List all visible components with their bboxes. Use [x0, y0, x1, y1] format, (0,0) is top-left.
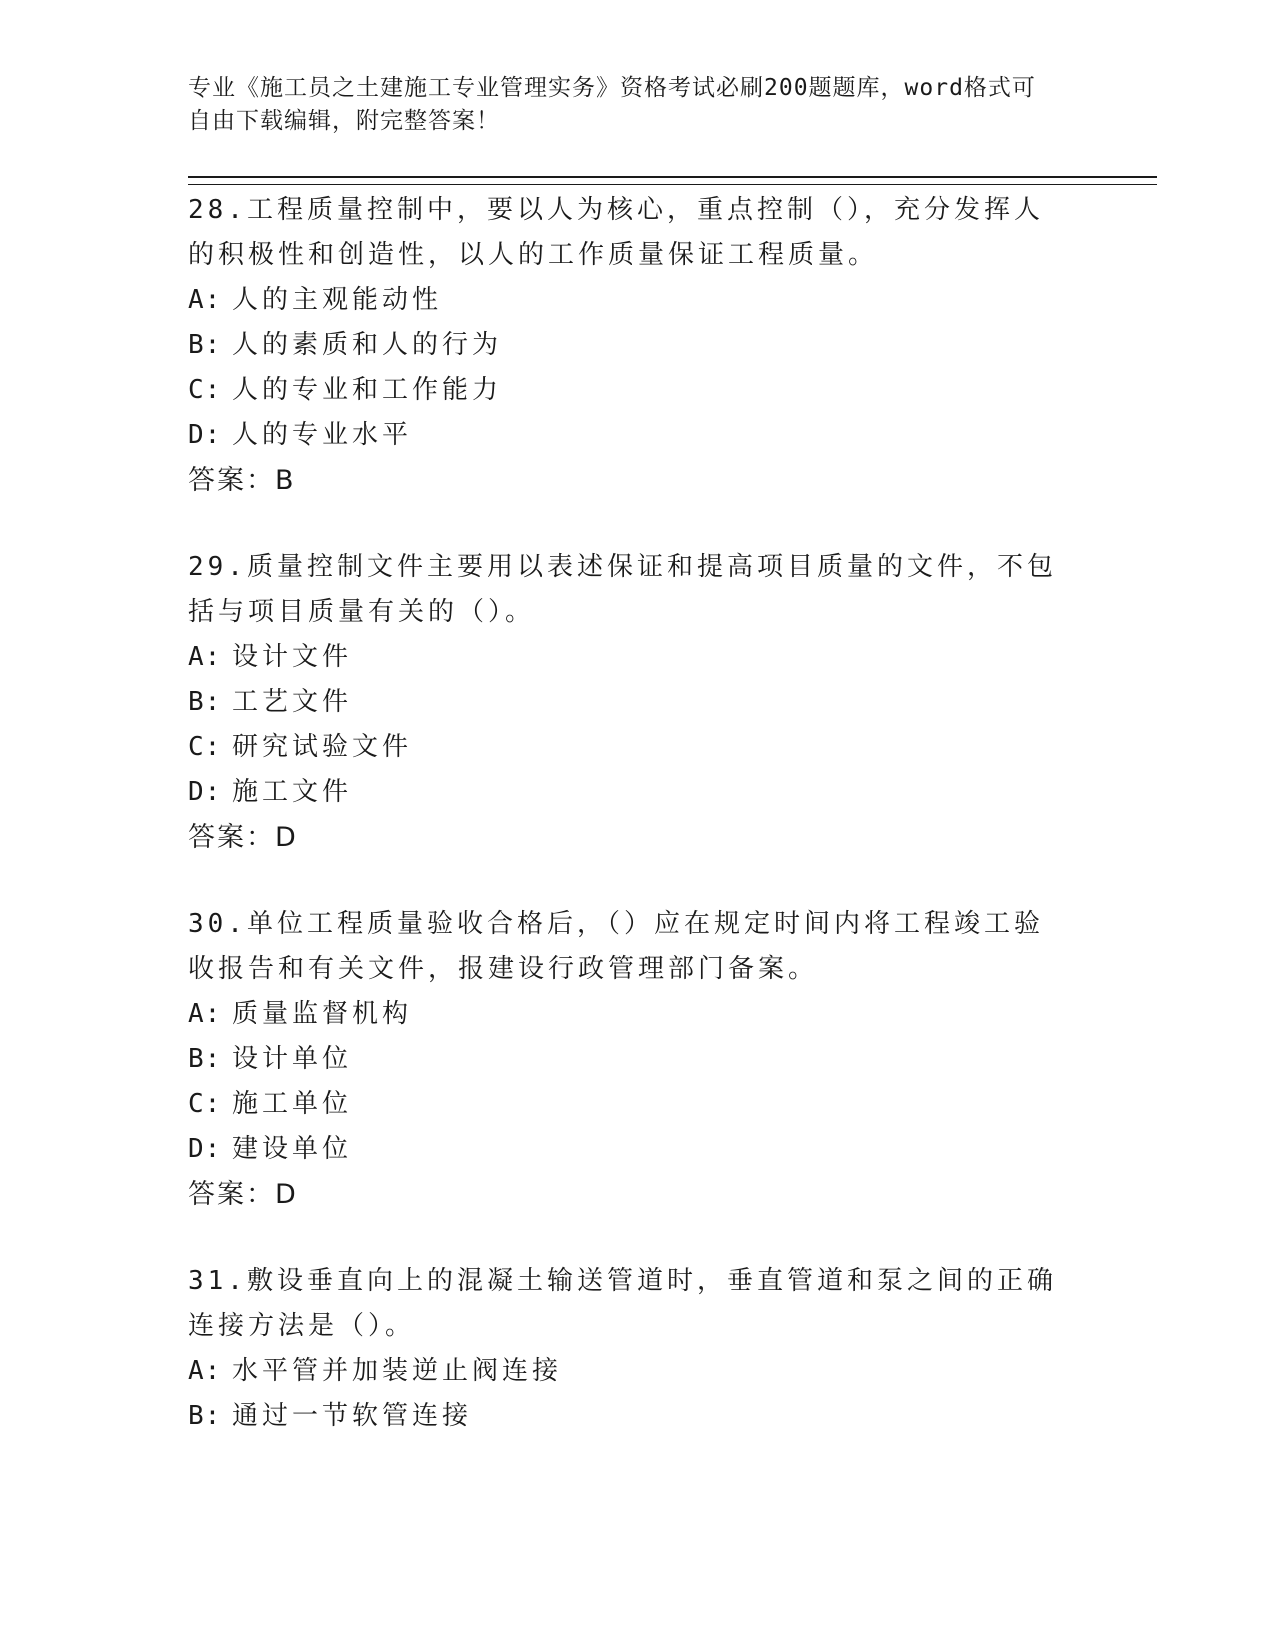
question-text: 29.质量控制文件主要用以表述保证和提高项目质量的文件，不包括与项目质量有关的（）。	[188, 552, 1057, 627]
option-text: 建设单位	[232, 1134, 353, 1164]
question-30	[188, 902, 1088, 1217]
option-key: D:	[188, 420, 222, 450]
option-d	[188, 770, 1088, 815]
option-b	[188, 1394, 1088, 1439]
option-text: 施工单位	[232, 1089, 353, 1119]
question-29	[188, 545, 1088, 860]
option-text: 通过一节软管连接	[232, 1401, 473, 1431]
option-key: C:	[188, 1089, 222, 1119]
answer-line: 答案：D	[188, 822, 298, 853]
option-text: 人的专业水平	[232, 420, 413, 450]
option-d	[188, 413, 1088, 458]
answer-line: 答案：B	[188, 465, 296, 496]
question-28	[188, 188, 1088, 503]
option-text: 设计单位	[232, 1044, 353, 1074]
option-key: B:	[188, 687, 222, 717]
option-key: A:	[188, 642, 222, 672]
header-line-1: 专业《施工员之土建施工专业管理实务》资格考试必刷200题题库，word格式可	[188, 75, 1036, 101]
option-text: 设计文件	[232, 642, 353, 672]
option-text: 水平管并加装逆止阀连接	[232, 1356, 563, 1386]
option-c	[188, 368, 1088, 413]
option-b	[188, 680, 1088, 725]
question-text: 31.敷设垂直向上的混凝土输送管道时，垂直管道和泵之间的正确连接方法是（）。	[188, 1266, 1057, 1341]
question-31	[188, 1259, 1088, 1439]
option-text: 工艺文件	[232, 687, 353, 717]
option-b	[188, 323, 1088, 368]
option-text: 质量监督机构	[232, 999, 413, 1029]
option-b	[188, 1037, 1088, 1082]
option-text: 人的专业和工作能力	[232, 375, 503, 405]
option-key: B:	[188, 1401, 222, 1431]
answer-line: 答案：D	[188, 1179, 298, 1210]
option-key: D:	[188, 777, 222, 807]
option-key: A:	[188, 999, 222, 1029]
option-c	[188, 1082, 1088, 1127]
option-a	[188, 635, 1088, 680]
option-d	[188, 1127, 1088, 1172]
option-key: C:	[188, 375, 222, 405]
document-header	[188, 72, 1068, 138]
option-key: A:	[188, 1356, 222, 1386]
option-key: A:	[188, 285, 222, 315]
option-text: 人的素质和人的行为	[232, 330, 503, 360]
option-key: B:	[188, 1044, 222, 1074]
question-text: 28.工程质量控制中，要以人为核心，重点控制（），充分发挥人的积极性和创造性，以人的工作质量保证工程质量。	[188, 195, 1044, 270]
header-line-2: 自由下载编辑，附完整答案！	[188, 108, 500, 134]
question-text: 30.单位工程质量验收合格后，（）应在规定时间内将工程竣工验收报告和有关文件，报建设行政管理部门备案。	[188, 909, 1044, 984]
option-key: B:	[188, 330, 222, 360]
question-list	[188, 188, 1088, 1481]
option-text: 研究试验文件	[232, 732, 413, 762]
option-a	[188, 278, 1088, 323]
option-a	[188, 992, 1088, 1037]
option-text: 施工文件	[232, 777, 353, 807]
option-a	[188, 1349, 1088, 1394]
option-key: C:	[188, 732, 222, 762]
option-c	[188, 725, 1088, 770]
option-text: 人的主观能动性	[232, 285, 443, 315]
option-key: D:	[188, 1134, 222, 1164]
header-divider	[188, 176, 1157, 185]
